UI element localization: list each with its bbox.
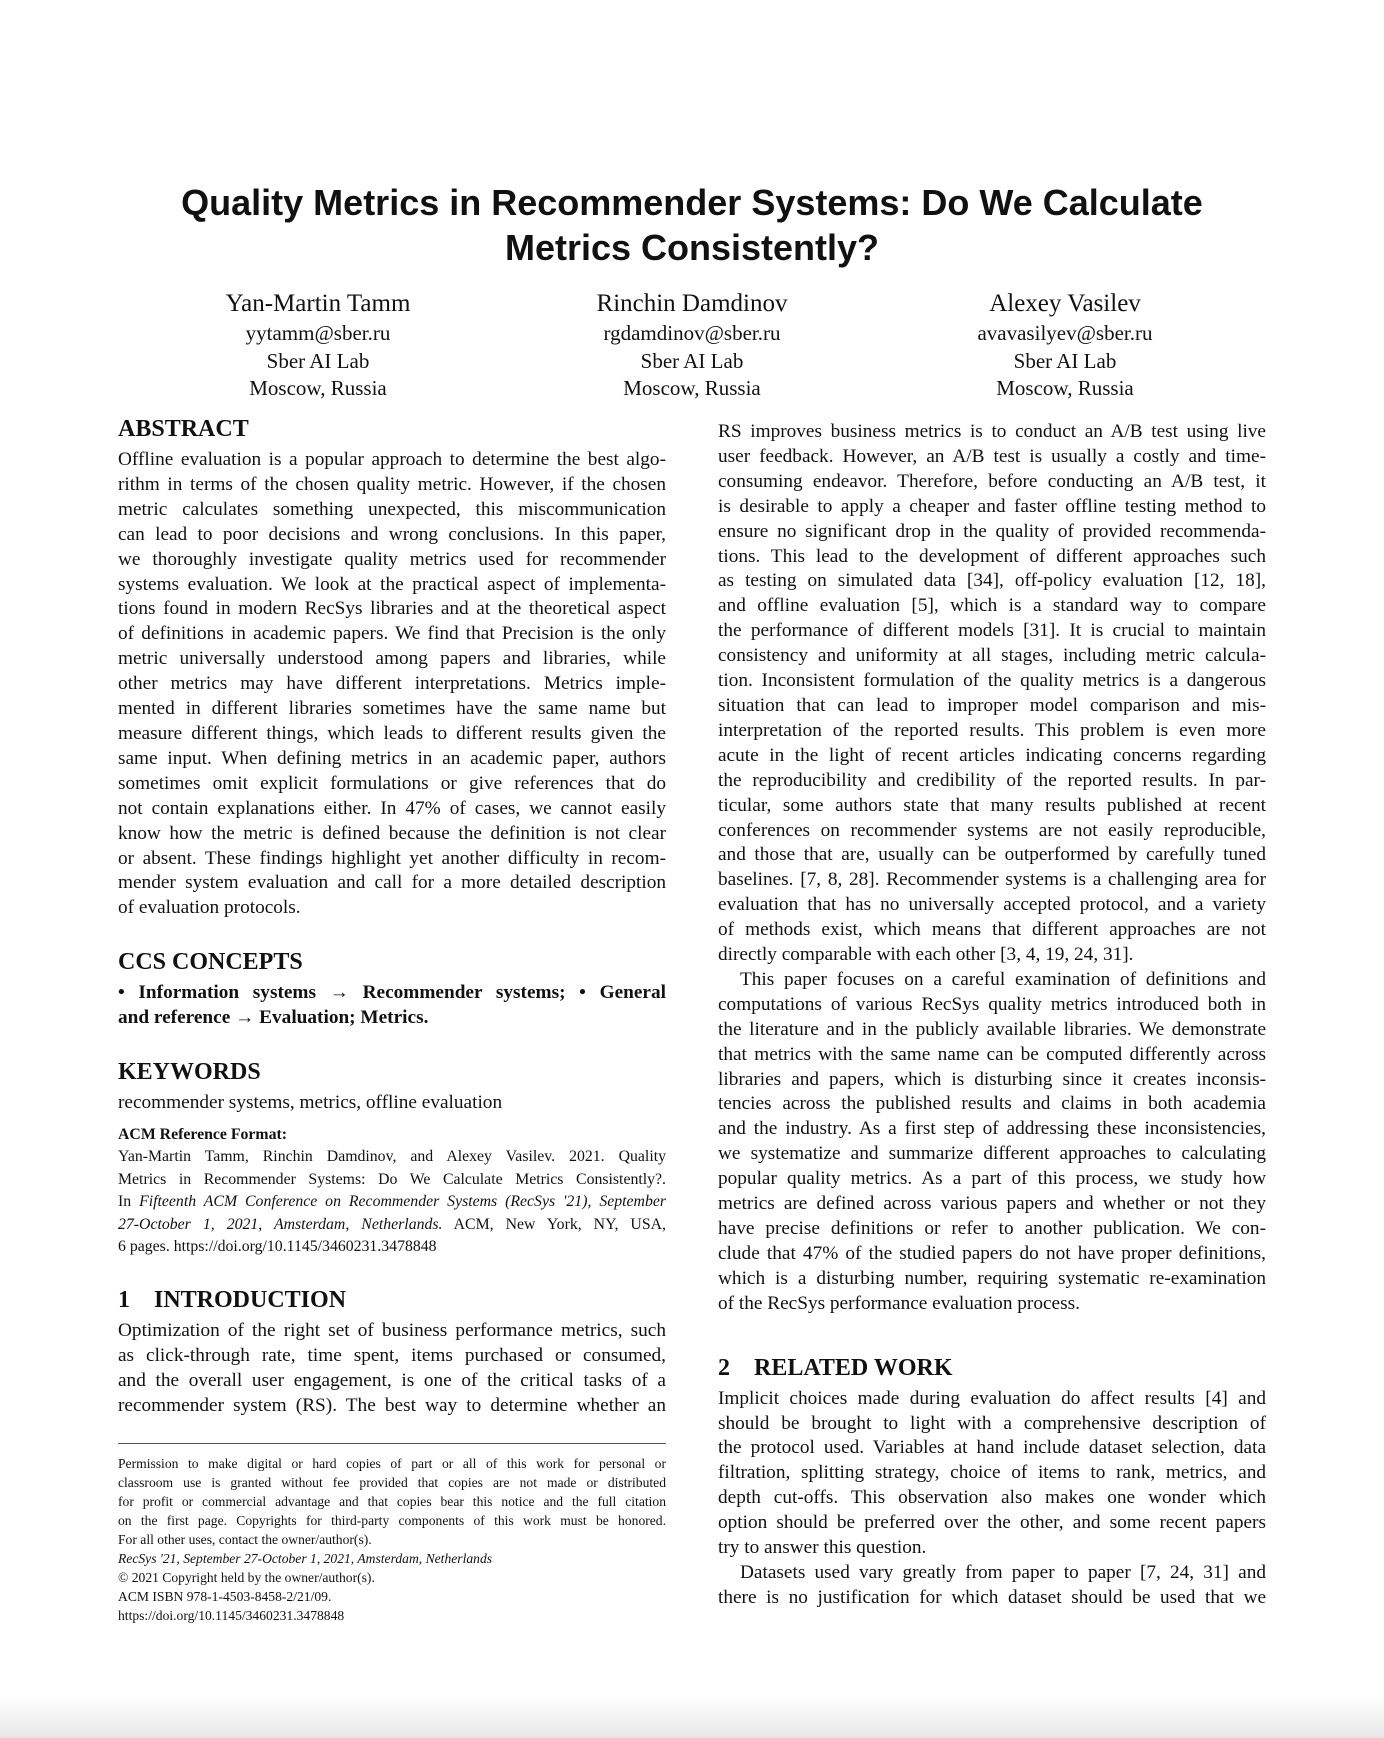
section-title: INTRODUCTION [154,1286,347,1313]
paper-title [100,180,1284,270]
body-line: ticular, some authors state that many results published at recent [718,794,1266,816]
body-line: computations of various RecSys quality metrics introduced both in [718,993,1266,1015]
author-location: Moscow, Russia [249,376,387,400]
body-line: of methods exist, which means that different approaches are not [718,919,1266,941]
abstract-heading: ABSTRACT [118,416,249,442]
author-email: yytamm@sber.ru [245,321,391,345]
page-edge-shadow [0,1698,1384,1738]
author-name: Yan-Martin Tamm [225,290,411,317]
abstract-line: can lead to poor decisions and wrong conclusions. In this paper, [118,523,666,545]
acm-reference-line [118,1214,666,1237]
footnote-rule [118,1443,666,1444]
abstract-line: metric calculates something unexpected, this miscommunication [118,498,666,520]
author-location: Moscow, Russia [623,376,761,400]
body-line: of the RecSys performance evaluation process. [718,1292,1080,1314]
body-line: tion. Inconsistent formulation of the quality metrics is a dangerous [718,670,1266,692]
body-line: ensure no significant drop in the quality of provided recommenda- [718,520,1266,542]
keywords-text: recommender systems, metrics, offline evaluation [118,1092,503,1114]
permission-footnote [118,1454,666,1626]
body-line: interpretation of the reported results. This problem is even more [718,719,1266,741]
footnote-venue: RecSys '21, September 27-October 1, 2021, Amsterdam, Netherlands [118,1551,493,1567]
footnote-isbn: ACM ISBN 978-1-4503-8458-2/21/09. [118,1589,332,1605]
footnote-line: for profit or commercial advantage and that copies bear this notice and the full citation [118,1493,666,1509]
abstract-line: Offline evaluation is a popular approach to determine the best algo- [118,449,666,470]
abstract-line: tions found in modern RecSys libraries and at the theoretical aspect [118,598,666,620]
intro-continuation [718,420,1266,968]
abstract-line: other metrics may have different interpretations. Metrics imple- [118,673,666,695]
keywords-heading: KEYWORDS [118,1059,261,1086]
acm-reference-heading: ACM Reference Format: [118,1125,287,1143]
abstract-line: systems evaluation. We look at the practical aspect of implementa- [118,573,666,595]
body-line: the reproducibility and credibility of the reported results. In par- [718,769,1266,791]
abstract-line: same input. When defining metrics in an academic paper, authors [118,747,666,769]
body-line: consistency and uniformity at all stages, including metric calcula- [718,645,1266,667]
related-paragraph-2 [718,1561,1266,1611]
body-line: and offline evaluation [5], which is a standard way to compare [718,595,1266,617]
intro-line: recommender system (RS). The best way to determine whether an [118,1394,666,1416]
body-line: try to answer this question. [718,1537,927,1559]
abstract-line: of definitions in academic papers. We find that Precision is the only [118,623,666,645]
footnote-line: on the first page. Copyrights for third-party components of this work must be honored. [118,1512,666,1528]
body-line: and those that are, usually can be outperformed by carefully tuned [718,844,1266,866]
introduction-heading [118,1285,666,1315]
abstract-line: we thoroughly investigate quality metrics used for recommender [118,548,666,570]
footnote-doi[interactable]: https://doi.org/10.1145/3460231.3478848 [118,1608,345,1624]
body-line: popular quality metrics. As a part of this process, we study how [718,1168,1266,1190]
author-email: avavasilyev@sber.ru [977,321,1153,345]
body-line: user feedback. However, an A/B test is usually a costly and time- [718,445,1266,467]
ccs-line: • Information systems → Recommender systems; • General [118,982,666,1004]
author-location: Moscow, Russia [996,376,1134,400]
abstract-line: of evaluation protocols. [118,897,301,919]
abstract-line: sometimes omit explicit formulations or give references that do [118,772,666,794]
related-work-heading [718,1353,1266,1383]
footnote-line: Permission to make digital or hard copies of part or all of this work for personal or [118,1455,666,1471]
section-title: RELATED WORK [754,1354,953,1381]
body-line: the literature and in the publicly available libraries. We demonstrate [718,1018,1266,1040]
acm-reference-line: Metrics in Recommender Systems: Do We Calculate Metrics Consistently?. [118,1170,666,1188]
body-line: metrics are defined across various papers and whether or not they [718,1193,1266,1215]
body-line: which is a disturbing number, requiring systematic re-examination [718,1267,1266,1289]
title-line-2: Metrics Consistently? [504,227,880,268]
footnote-line: For all other uses, contact the owner/author(s). [118,1531,372,1547]
author-3 [885,288,1245,403]
abstract-line: measure different things, which leads to different results given the [118,722,666,744]
body-line: baselines. [7, 8, 28]. Recommender systems is a challenging area for [718,869,1266,891]
body-line: filtration, splitting strategy, choice of items to rank, metrics, and [718,1462,1266,1484]
body-line: and the industry. As a first step of addressing these inconsistencies, [718,1118,1266,1140]
body-line: the protocol used. Variables at hand include dataset selection, data [718,1437,1266,1459]
abstract-line: rithm in terms of the chosen quality metric. However, if the chosen [118,473,666,495]
body-line: directly comparable with each other [3, 4, 19, 24, 31]. [718,944,1134,966]
body-line: is desirable to apply a cheaper and faster offline testing method to [718,495,1266,517]
abstract-line: mender system evaluation and call for a more detailed description [118,872,666,894]
author-affiliation: Sber AI Lab [640,348,744,373]
author-name: Rinchin Damdinov [596,290,788,317]
acm-conference: Fifteenth ACM Conference on Recommender Systems (RecSys '21), September [139,1193,667,1211]
title-line-1: Quality Metrics in Recommender Systems: Do We Calculate [181,182,1203,223]
body-line: libraries and papers, which is disturbing since it creates inconsis- [718,1068,1266,1090]
body-line: consuming endeavor. Therefore, before conducting an A/B test, it [718,470,1266,492]
body-line: we systematize and summarize different approaches to calculating [718,1143,1266,1165]
section-number: 2 [718,1354,730,1381]
intro-line: as click-through rate, time spent, items purchased or consumed, [118,1344,666,1366]
right-column [718,420,1266,1611]
body-line: RS improves business metrics is to conduct an A/B test using live [718,421,1266,442]
body-line: option should be preferred over the other, and some recent papers [718,1512,1266,1534]
body-line: This paper focuses on a careful examination of definitions and [740,968,1266,990]
acm-reference-doi: 6 pages. https://doi.org/10.1145/3460231.3478848 [118,1238,437,1256]
author-name: Alexey Vasilev [989,290,1141,317]
body-line: acute in the light of recent articles indicating concerns regarding [718,744,1266,766]
related-paragraph-1 [718,1387,1266,1561]
author-2 [512,288,872,403]
body-line: the performance of different models [31]. It is crucial to maintain [718,620,1266,642]
body-line: should be brought to light with a comprehensive description of [718,1412,1266,1434]
author-1 [138,288,498,403]
footnote-line: classroom use is granted without fee provided that copies are not made or distributed [118,1474,666,1490]
acm-publisher: ACM, New York, NY, USA, [442,1215,666,1233]
abstract-body [118,448,666,921]
body-line: Implicit choices made during evaluation do affect results [4] and [718,1387,1266,1409]
acm-reference-line: Yan-Martin Tamm, Rinchin Damdinov, and Alexey Vasilev. 2021. Quality [118,1148,666,1166]
body-line: tions. This lead to the development of different approaches such [718,545,1266,567]
abstract-line: metric universally understood among papers and libraries, while [118,648,666,670]
intro-line: Optimization of the right set of business performance metrics, such [118,1319,666,1341]
abstract-line: mented in different libraries sometimes have the same name but [118,698,666,720]
ccs-line: and reference → Evaluation; Metrics. [118,1007,429,1029]
intro-paragraph-2 [718,968,1266,1317]
abstract-line: or absent. These findings highlight yet another difficulty in recom- [118,847,666,869]
author-affiliation: Sber AI Lab [1013,348,1117,373]
body-line: clude that 47% of the studied papers do not have proper definitions, [718,1242,1266,1264]
body-line: have precise definitions or refer to another publication. We con- [718,1218,1266,1239]
body-line: depth cut-offs. This observation also makes one wonder which [718,1487,1266,1509]
body-line: conferences on recommender systems are not easily reproducible, [718,819,1266,841]
body-line: tencies across the published results and claims in both academia [718,1093,1266,1115]
abstract-line: know how the metric is defined because the definition is not clear [118,822,666,844]
acm-in: In [118,1193,140,1211]
body-line: Datasets used vary greatly from paper to paper [7, 24, 31] and [740,1561,1266,1583]
acm-reference-line [118,1191,666,1214]
abstract-line: not contain explanations either. In 47% of cases, we cannot easily [118,797,666,819]
body-line: that metrics with the same name can be computed differently across [718,1043,1266,1065]
body-line: situation that can lead to improper model comparison and mis- [718,694,1266,716]
body-line: evaluation that has no universally accepted protocol, and a variety [718,894,1266,916]
ccs-heading: CCS CONCEPTS [118,949,303,976]
author-email: rgdamdinov@sber.ru [603,321,781,345]
left-column [118,414,666,1625]
body-line: there is no justification for which dataset should be used that we [718,1586,1266,1608]
author-affiliation: Sber AI Lab [266,348,370,373]
section-number: 1 [118,1286,130,1313]
footnote-copyright: © 2021 Copyright held by the owner/author(s). [118,1570,375,1586]
intro-line: and the overall user engagement, is one of the critical tasks of a [118,1369,666,1391]
body-line: as testing on simulated data [34], off-policy evaluation [12, 18], [718,570,1266,592]
acm-dates: 27-October 1, 2021, Amsterdam, Netherlands. [118,1215,443,1233]
